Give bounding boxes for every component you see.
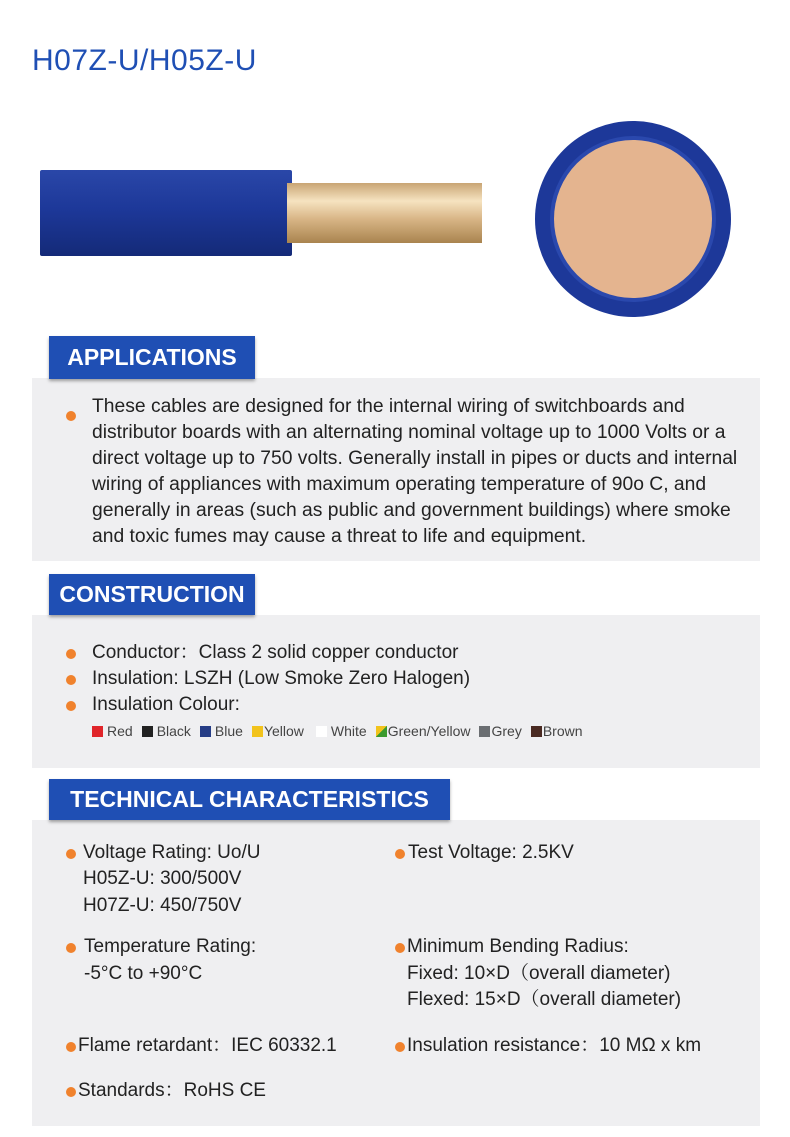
applications-text: These cables are designed for the internal wiring of switchboards and distributor boards with an alternating nominal voltage up to 1000 Volts or a direct voltage up to 750 volts. Generally install in pipes or ducts and internal wiring of appliances with maximum operating temperature of 90o C, and generally in areas (such as public and government buildings) where smoke and toxic fumes may cause a threat to life and equipment.: [92, 396, 738, 547]
colour-swatch: [252, 726, 263, 737]
bending-radius-item: [395, 934, 629, 960]
colour-swatch: [376, 726, 387, 737]
colour-yellow: [252, 723, 304, 739]
colour-grey: [479, 723, 521, 739]
bullet-dot: [66, 1087, 76, 1097]
colour-label: Red: [107, 723, 133, 739]
bullet-dot: [395, 849, 405, 859]
temperature-range: [84, 961, 202, 987]
test-voltage-text: Test Voltage: 2.5KV: [408, 842, 574, 863]
colour-swatch: [479, 726, 490, 737]
colour-brown: [531, 723, 583, 739]
colour-label: Green/Yellow: [387, 723, 471, 739]
bullet-dot: [395, 943, 405, 953]
insulation-item: [66, 666, 470, 692]
colour-label: Black: [156, 723, 191, 739]
voltage-h05-text: H05Z-U: 300/500V: [83, 868, 242, 889]
bending-fixed: [407, 961, 670, 987]
temperature-range-text: -5°C to +90°C: [84, 963, 203, 984]
construction-heading: CONSTRUCTION: [49, 574, 255, 615]
bullet-dot: [66, 849, 76, 859]
bullet-dot: [66, 943, 76, 953]
test-voltage-item: [395, 840, 574, 866]
bullet-dot: [66, 675, 76, 685]
colour-white: [316, 723, 367, 739]
colour-green-yellow: [376, 723, 471, 739]
flame-retardant-item: [66, 1033, 337, 1059]
colour-swatch: [200, 726, 211, 737]
colour-red: [92, 723, 133, 739]
voltage-h05: [83, 866, 241, 892]
colour-label: Brown: [542, 723, 583, 739]
colour-label: Grey: [491, 723, 522, 739]
insulation-colour-item: [66, 692, 240, 718]
colour-label: Blue: [214, 723, 243, 739]
insulation-colour-label: Insulation Colour:: [92, 694, 240, 715]
bending-fixed-text: Fixed: 10×D（overall diameter): [407, 963, 671, 984]
bending-radius-text: Minimum Bending Radius:: [407, 936, 629, 957]
flame-retardant-text: Flame retardant：IEC 60332.1: [78, 1035, 337, 1056]
standards-text: Standards：RoHS CE: [78, 1080, 266, 1101]
colour-swatch: [92, 726, 103, 737]
standards-item: [66, 1078, 266, 1104]
colour-swatch: [316, 726, 327, 737]
temperature-rating-item: [66, 934, 256, 960]
voltage-rating-text: Voltage Rating: Uo/U: [83, 842, 261, 863]
product-title: H07Z-U/H05Z-U: [32, 44, 257, 77]
applications-heading: APPLICATIONS: [49, 336, 255, 379]
colour-swatch: [142, 726, 153, 737]
colour-label: White: [330, 723, 367, 739]
bullet-dot: [66, 701, 76, 711]
temperature-rating-text: Temperature Rating:: [84, 936, 257, 957]
insulation-resistance-item: [395, 1033, 701, 1059]
bullet-dot: [66, 411, 76, 421]
bullet-dot: [66, 649, 76, 659]
cable-side-image: [40, 170, 485, 260]
technical-heading: TECHNICAL CHARACTERISTICS: [49, 779, 450, 820]
bullet-dot: [395, 1042, 405, 1052]
conductor-item: [66, 640, 458, 666]
colour-swatch: [531, 726, 542, 737]
voltage-h07: [83, 893, 241, 919]
insulation-text: Insulation: LSZH (Low Smoke Zero Halogen): [92, 668, 471, 689]
bending-flexed-text: Flexed: 15×D（overall diameter): [407, 989, 682, 1010]
cable-cross-section-image: [534, 120, 732, 318]
colour-blue: [200, 723, 243, 739]
insulation-resistance-text: Insulation resistance：10 MΩ x km: [407, 1035, 702, 1056]
colour-swatches: [92, 723, 592, 739]
colour-label: Yellow: [263, 723, 304, 739]
bending-flexed: [407, 987, 681, 1013]
conductor-text: Conductor：Class 2 solid copper conductor: [92, 642, 459, 663]
voltage-h07-text: H07Z-U: 450/750V: [83, 895, 242, 916]
bullet-dot: [66, 1042, 76, 1052]
voltage-rating-item: [66, 840, 260, 866]
colour-black: [142, 723, 191, 739]
